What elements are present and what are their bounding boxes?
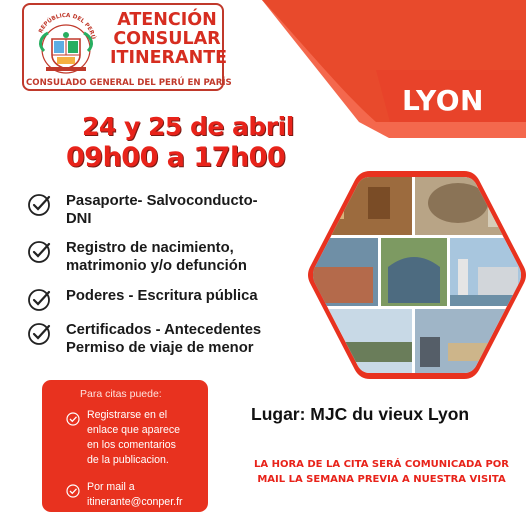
check-circle-icon [66, 412, 80, 426]
event-time: 09h00 a 17h00 [66, 142, 286, 173]
service-label: Certificados - Antecedentes Permiso de viaje de menor [66, 322, 262, 356]
check-circle-icon [28, 240, 52, 264]
event-location: Lugar: MJC du vieux Lyon [251, 404, 470, 424]
appointment-info-box [42, 380, 208, 512]
appointment-option: Por mail a itinerante@conper.fr [66, 480, 183, 510]
service-label: Registro de nacimiento, matrimonio y/o defunción [66, 240, 247, 274]
service-item [28, 287, 328, 312]
service-item [28, 192, 328, 228]
header-title-line-2: CONSULAR [113, 29, 221, 49]
check-circle-icon [28, 322, 52, 346]
contact-email[interactable]: itinerante@conper.fr [87, 496, 183, 508]
event-date: 24 y 25 de abril [82, 112, 294, 141]
note-line-1: LA HORA DE LA CITA SERÁ COMUNICADA POR [254, 459, 509, 470]
appointment-option: Registrarse en el enlace que aparece en los comentarios de la publicacion. [66, 408, 180, 468]
header-subtitle: CONSULADO GENERAL DEL PERÚ EN PARÍS [26, 78, 232, 88]
service-item [28, 239, 328, 275]
header-title [110, 10, 228, 68]
service-label: Poderes - Escritura pública [66, 288, 258, 304]
peru-coat-of-arms-icon [30, 9, 102, 75]
consulate-header-logo [22, 3, 232, 91]
check-circle-icon [28, 193, 52, 217]
seal-text: REPÚBLICA DEL PERÚ [38, 12, 96, 41]
city-name: LYON [402, 84, 484, 117]
lyon-photo-collage [308, 167, 526, 387]
check-circle-icon [28, 288, 52, 312]
appointment-box-title: Para citas puede: [80, 388, 162, 400]
check-circle-icon [66, 484, 80, 498]
service-item [28, 321, 328, 357]
header-title-line-3: ITINERANTE [110, 48, 228, 68]
header-title-line-1: ATENCIÓN [117, 10, 217, 30]
appointment-time-note [237, 458, 526, 487]
note-line-2: MAIL LA SEMANA PREVIA A NUESTRA VISITA [257, 473, 506, 485]
service-label: Pasaporte- Salvoconducto- DNI [66, 193, 258, 227]
